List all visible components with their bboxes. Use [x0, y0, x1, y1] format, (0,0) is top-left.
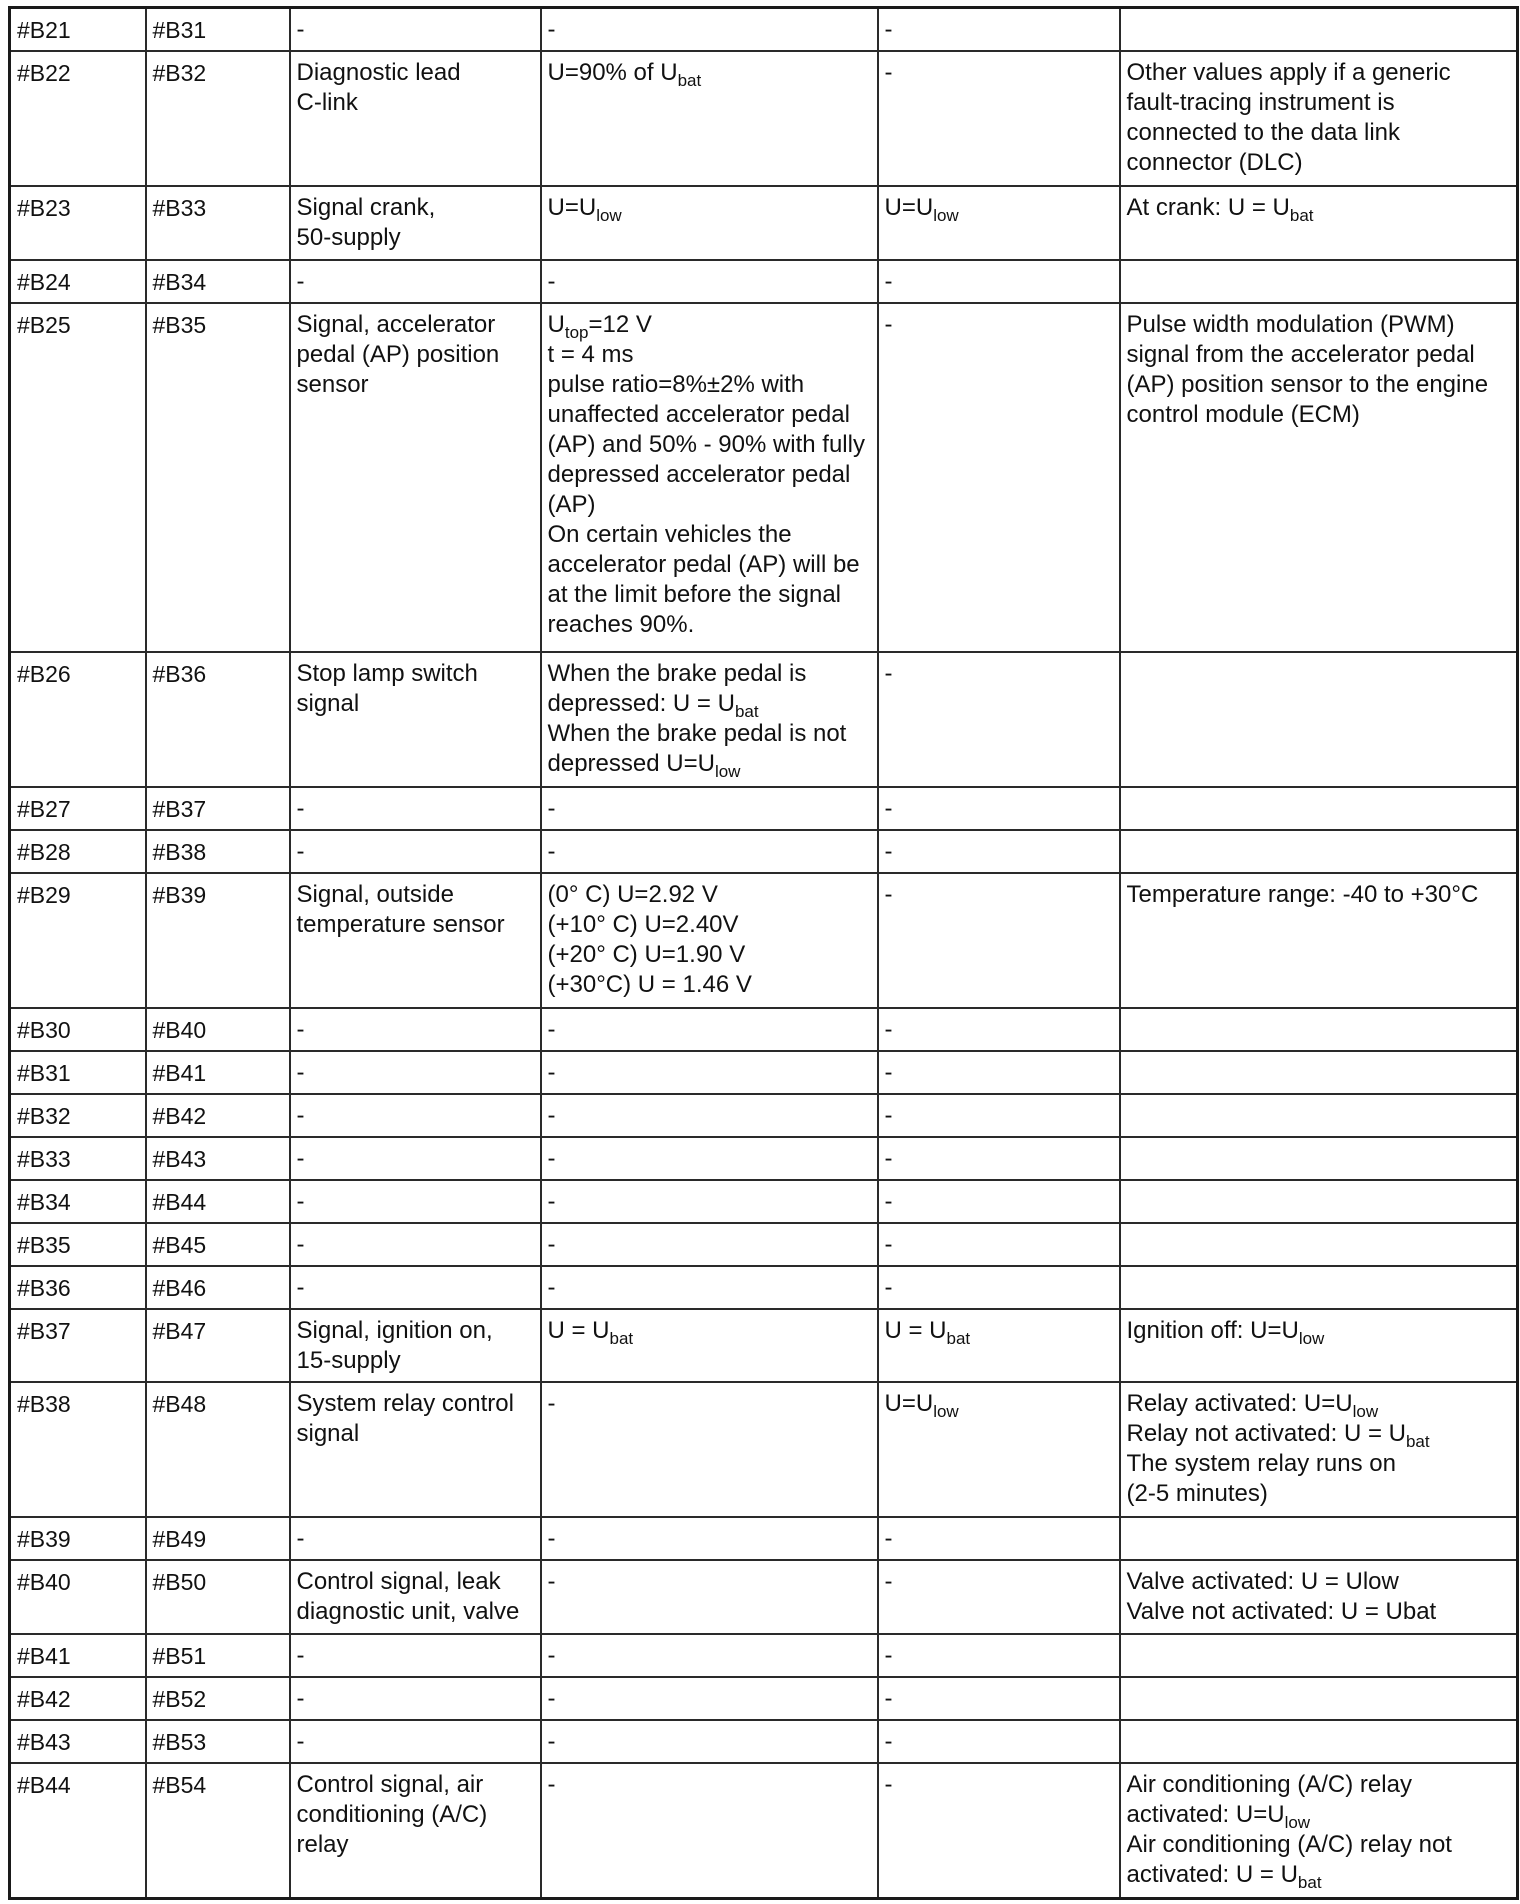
cell-line: - [884, 1273, 893, 1301]
value-condition-2-cell [878, 787, 1120, 830]
pin-a-cell: #B35 [10, 1223, 146, 1266]
pin-a-cell: #B43 [10, 1720, 146, 1763]
value-condition-1-cell [541, 652, 878, 787]
description-cell [290, 873, 541, 1008]
description-cell [290, 1051, 541, 1094]
value-condition-1-cell [541, 1223, 878, 1266]
cell-line-with-subscript [1127, 1830, 1511, 1890]
table-row [10, 1634, 1518, 1677]
table-row [10, 1223, 1518, 1266]
table-row [10, 1763, 1518, 1899]
cell-line: (0° C) U=2.92 V [547, 881, 718, 909]
cell-line: Signal, ignition on, 15-supply [296, 1316, 493, 1374]
pin-b-cell: #B53 [146, 1720, 290, 1763]
cell-line: Signal, outside temperature sensor [296, 881, 505, 939]
cell-line: - [884, 1102, 893, 1130]
note-cell [1120, 260, 1518, 303]
text: U = U [547, 1316, 610, 1344]
cell-line: - [884, 1525, 893, 1553]
cell-line-with-subscript [547, 659, 871, 722]
description-cell [290, 1560, 541, 1634]
cell-line: - [884, 1642, 893, 1670]
cell-line-with-subscript [548, 193, 871, 223]
description-cell [290, 1382, 541, 1517]
pin-a-cell: #B40 [10, 1560, 146, 1634]
text: Ignition off: U=U [1126, 1316, 1299, 1344]
table-row [10, 1008, 1518, 1051]
cell-line: - [884, 16, 893, 43]
value-condition-2-cell [878, 1677, 1120, 1720]
cell-line-with-subscript [548, 310, 871, 340]
subscript: low [933, 205, 959, 225]
value-condition-2-cell [878, 1763, 1120, 1899]
cell-line-with-subscript [1127, 1770, 1511, 1830]
value-condition-2-cell [878, 1137, 1120, 1180]
note-cell [1120, 652, 1518, 787]
pin-b-cell: #B33 [146, 186, 290, 260]
cell-line-with-subscript [1127, 193, 1511, 223]
cell-line: - [296, 1273, 305, 1301]
subscript: bat [1405, 1432, 1430, 1452]
subscript: bat [734, 702, 759, 722]
value-condition-2-cell [878, 830, 1120, 873]
note-cell [1120, 1560, 1518, 1634]
text: U=U [884, 193, 934, 221]
value-condition-2-cell [878, 1223, 1120, 1266]
pin-b-cell: #B37 [146, 787, 290, 830]
value-condition-1-cell [541, 1094, 878, 1137]
cell-line: - [296, 838, 305, 866]
cell-line-with-subscript [548, 1316, 871, 1346]
value-condition-2-cell [878, 1051, 1120, 1094]
cell-line: - [547, 1273, 556, 1301]
cell-line-with-subscript [885, 193, 1113, 223]
value-condition-2-cell [878, 1266, 1120, 1309]
value-condition-1-cell [541, 830, 878, 873]
pin-a-cell: #B29 [10, 873, 146, 1008]
note-cell [1120, 1266, 1518, 1309]
note-cell [1120, 303, 1518, 653]
value-condition-2-cell [878, 186, 1120, 260]
cell-line: Control signal, air conditioning (A/C) relay [296, 1770, 488, 1858]
subscript: bat [946, 1328, 971, 1348]
pin-b-cell: #B32 [146, 51, 290, 186]
pin-b-cell: #B31 [146, 8, 290, 51]
cell-line: - [296, 1727, 305, 1755]
description-cell [290, 1763, 541, 1899]
table-row [10, 1382, 1518, 1517]
value-condition-2-cell [878, 1560, 1120, 1634]
value-condition-2-cell [878, 1634, 1120, 1677]
cell-line: (+20° C) U=1.90 V [547, 941, 746, 969]
table-row [10, 1720, 1518, 1763]
value-condition-1-cell [541, 1266, 878, 1309]
cell-line-with-subscript [1126, 1389, 1511, 1422]
cell-line: Control signal, leak diagnostic unit, valve [296, 1568, 520, 1626]
value-condition-2-cell [878, 1382, 1120, 1517]
subscript: low [1284, 1812, 1311, 1832]
description-cell [290, 8, 541, 51]
cell-line: - [884, 1230, 893, 1258]
description-cell [290, 1720, 541, 1763]
pin-b-cell: #B48 [146, 1382, 290, 1517]
table-row [10, 1517, 1518, 1560]
value-condition-1-cell [541, 260, 878, 303]
text: Air conditioning (A/C) relay not activated: U = U [1126, 1830, 1452, 1888]
pin-b-cell: #B42 [146, 1094, 290, 1137]
value-condition-1-cell [541, 787, 878, 830]
text: Relay activated: U=U [1126, 1390, 1353, 1418]
pin-a-cell: #B32 [10, 1094, 146, 1137]
pin-b-cell: #B40 [146, 1008, 290, 1051]
subscript: low [1298, 1328, 1325, 1348]
pin-b-cell: #B35 [146, 303, 290, 653]
cell-line: - [547, 1145, 556, 1173]
pin-a-cell: #B23 [10, 186, 146, 260]
cell-line: - [547, 1684, 556, 1712]
cell-line: - [547, 1059, 556, 1087]
pin-b-cell: #B50 [146, 1560, 290, 1634]
note-cell [1120, 51, 1518, 186]
table-row [10, 1309, 1518, 1383]
cell-line: - [547, 1102, 556, 1130]
value-condition-2-cell [878, 652, 1120, 787]
value-condition-1-cell [541, 1560, 878, 1634]
description-cell [290, 787, 541, 830]
table-row [10, 1051, 1518, 1094]
text: Air conditioning (A/C) relay activated: U=U [1126, 1770, 1412, 1828]
pin-a-cell: #B42 [10, 1677, 146, 1720]
cell-line-with-subscript [1127, 1316, 1511, 1346]
value-condition-2-cell [878, 51, 1120, 186]
pin-a-cell: #B37 [10, 1309, 146, 1383]
value-condition-1-cell [541, 1677, 878, 1720]
description-cell [290, 1180, 541, 1223]
pin-a-cell: #B38 [10, 1382, 146, 1517]
note-cell [1120, 1180, 1518, 1223]
table-row [10, 303, 1518, 653]
cell-line: - [884, 58, 893, 86]
pin-a-cell: #B31 [10, 1051, 146, 1094]
cell-line: - [547, 16, 556, 43]
pin-a-cell: #B28 [10, 830, 146, 873]
note-cell [1120, 1720, 1518, 1763]
pin-b-cell: #B51 [146, 1634, 290, 1677]
pin-a-cell: #B26 [10, 652, 146, 787]
note-cell [1120, 873, 1518, 1008]
description-cell [290, 1309, 541, 1383]
pin-a-cell: #B27 [10, 787, 146, 830]
value-condition-1-cell [541, 1634, 878, 1677]
pin-b-cell: #B43 [146, 1137, 290, 1180]
cell-line: - [296, 16, 305, 43]
text: U=90% of U [547, 58, 678, 86]
cell-line: - [884, 1727, 893, 1755]
cell-line: - [547, 1525, 556, 1553]
pin-a-cell: #B34 [10, 1180, 146, 1223]
note-cell [1120, 1382, 1518, 1517]
cell-line: (+30°C) U = 1.46 V [547, 971, 752, 999]
description-cell [290, 186, 541, 260]
cell-line: Temperature range: -40 to +30°C [1126, 881, 1479, 909]
text: When the brake pedal is depressed: U = U [547, 660, 807, 718]
cell-line-with-subscript [548, 58, 871, 88]
pin-b-cell: #B44 [146, 1180, 290, 1223]
description-cell [290, 1517, 541, 1560]
cell-line-with-subscript [1126, 1419, 1511, 1452]
value-condition-1-cell [541, 873, 878, 1008]
pin-b-cell: #B47 [146, 1309, 290, 1383]
description-cell [290, 260, 541, 303]
cell-line: System relay control signal [296, 1390, 514, 1448]
text: U=U [884, 1390, 934, 1418]
cell-line: The system relay runs on (2-5 minutes) [1126, 1450, 1396, 1508]
cell-line: - [547, 795, 556, 823]
description-cell [290, 1223, 541, 1266]
description-cell [290, 1266, 541, 1309]
pin-a-cell: #B25 [10, 303, 146, 653]
note-cell [1120, 1094, 1518, 1137]
cell-line: - [884, 881, 893, 909]
cell-line: - [296, 1016, 305, 1044]
cell-line: - [884, 1684, 893, 1712]
cell-line: - [296, 1525, 305, 1553]
value-condition-2-cell [878, 8, 1120, 51]
pin-a-cell: #B22 [10, 51, 146, 186]
table-row [10, 1180, 1518, 1223]
description-cell [290, 303, 541, 653]
pin-b-cell: #B34 [146, 260, 290, 303]
note-cell [1120, 787, 1518, 830]
cell-line: - [884, 1059, 893, 1087]
table-row [10, 830, 1518, 873]
subscript: low [714, 762, 741, 782]
table-row [10, 787, 1518, 830]
value-condition-2-cell [878, 1309, 1120, 1383]
description-cell [290, 830, 541, 873]
cell-line: - [884, 310, 893, 338]
text: U=U [547, 193, 597, 221]
text: At crank: U = U [1126, 193, 1290, 221]
cell-line: t = 4 ms [547, 340, 634, 368]
subscript: bat [677, 70, 702, 90]
note-cell [1120, 1763, 1518, 1899]
cell-line: - [884, 1187, 893, 1215]
pin-signal-table [8, 6, 1519, 1900]
cell-line: pulse ratio=8%±2% with unaffected accelerator pedal (AP) and 50% - 90% with fully depressed accelerator pedal (AP) [547, 370, 865, 518]
cell-line: - [884, 660, 893, 688]
pin-a-cell: #B33 [10, 1137, 146, 1180]
cell-line: - [547, 838, 556, 866]
cell-line: - [884, 1770, 893, 1798]
cell-line: (+10° C) U=2.40V [547, 911, 739, 939]
subscript: low [933, 1402, 959, 1422]
subscript: bat [1289, 205, 1314, 225]
subscript: bat [609, 1328, 634, 1348]
note-cell [1120, 1137, 1518, 1180]
cell-line: - [547, 1642, 556, 1670]
table-row [10, 8, 1518, 51]
value-condition-1-cell [541, 1137, 878, 1180]
pin-b-cell: #B54 [146, 1763, 290, 1899]
table-row [10, 1094, 1518, 1137]
cell-line: - [884, 1568, 893, 1596]
value-condition-2-cell [878, 1094, 1120, 1137]
text: U = U [884, 1316, 947, 1344]
pin-b-cell: #B39 [146, 873, 290, 1008]
value-condition-1-cell [541, 51, 878, 186]
cell-line: - [296, 1145, 305, 1173]
note-cell [1120, 1634, 1518, 1677]
pin-a-cell: #B30 [10, 1008, 146, 1051]
pin-a-cell: #B36 [10, 1266, 146, 1309]
note-cell [1120, 1008, 1518, 1051]
value-condition-2-cell [878, 873, 1120, 1008]
cell-line: Stop lamp switch signal [296, 660, 478, 718]
pin-a-cell: #B39 [10, 1517, 146, 1560]
subscript: low [596, 205, 622, 225]
value-condition-2-cell [878, 1720, 1120, 1763]
cell-line: - [296, 1102, 305, 1130]
value-condition-2-cell [878, 303, 1120, 653]
value-condition-1-cell [541, 1309, 878, 1383]
subscript: top [564, 322, 589, 342]
value-condition-1-cell [541, 303, 878, 653]
value-condition-2-cell [878, 1008, 1120, 1051]
cell-line: On certain vehicles the accelerator pedal (AP) will be at the limit before the signal reaches 90%. [547, 520, 860, 638]
pin-b-cell: #B36 [146, 652, 290, 787]
cell-line: - [884, 838, 893, 866]
cell-line: - [296, 1642, 305, 1670]
cell-line: - [547, 1230, 556, 1258]
pin-a-cell: #B24 [10, 260, 146, 303]
pin-a-cell: #B21 [10, 8, 146, 51]
cell-line: - [547, 1187, 556, 1215]
cell-line: - [296, 795, 305, 823]
cell-line: Diagnostic lead C-link [296, 58, 461, 116]
cell-line: Valve activated: U = Ulow Valve not activated: U = Ubat [1126, 1568, 1437, 1626]
cell-line: - [884, 795, 893, 823]
cell-line: - [296, 1230, 305, 1258]
cell-line: - [547, 1727, 556, 1755]
note-cell [1120, 8, 1518, 51]
note-cell [1120, 186, 1518, 260]
table-row [10, 1677, 1518, 1720]
cell-line: - [884, 1145, 893, 1173]
text: U [547, 310, 565, 338]
value-condition-2-cell [878, 1180, 1120, 1223]
table-row [10, 1137, 1518, 1180]
subscript: bat [1297, 1872, 1322, 1892]
text: =12 V [588, 310, 652, 338]
text: Relay not activated: U = U [1126, 1420, 1406, 1448]
table-row [10, 51, 1518, 186]
note-cell [1120, 1223, 1518, 1266]
cell-line: - [547, 267, 556, 295]
cell-line: - [884, 1016, 893, 1044]
table-row [10, 1266, 1518, 1309]
cell-line: Pulse width modulation (PWM) signal from the accelerator pedal (AP) position sensor to the engine control module (ECM) [1126, 310, 1489, 428]
cell-line: Other values apply if a generic fault-tracing instrument is connected to the data link connector (DLC) [1126, 58, 1451, 176]
value-condition-1-cell [541, 186, 878, 260]
description-cell [290, 1008, 541, 1051]
cell-line: - [296, 1059, 305, 1087]
table-row [10, 260, 1518, 303]
pin-b-cell: #B41 [146, 1051, 290, 1094]
note-cell [1120, 1309, 1518, 1383]
description-cell [290, 51, 541, 186]
cell-line: Signal, accelerator pedal (AP) position sensor [296, 310, 500, 398]
pin-b-cell: #B46 [146, 1266, 290, 1309]
table-body [10, 8, 1518, 1899]
description-cell [290, 1677, 541, 1720]
table-row [10, 873, 1518, 1008]
table-row [10, 652, 1518, 787]
text: When the brake pedal is not depressed U=U [547, 720, 847, 778]
note-cell [1120, 1051, 1518, 1094]
note-cell [1120, 1677, 1518, 1720]
value-condition-1-cell [541, 1517, 878, 1560]
value-condition-1-cell [541, 1382, 878, 1517]
description-cell [290, 1634, 541, 1677]
note-cell [1120, 1517, 1518, 1560]
pin-a-cell: #B44 [10, 1763, 146, 1899]
value-condition-1-cell [541, 1763, 878, 1899]
cell-line: - [296, 1187, 305, 1215]
value-condition-1-cell [541, 1720, 878, 1763]
table-row [10, 1560, 1518, 1634]
pin-b-cell: #B38 [146, 830, 290, 873]
cell-line: - [884, 267, 893, 295]
value-condition-1-cell [541, 8, 878, 51]
description-cell [290, 652, 541, 787]
table-row [10, 186, 1518, 260]
pin-a-cell: #B41 [10, 1634, 146, 1677]
pin-b-cell: #B45 [146, 1223, 290, 1266]
cell-line-with-subscript [885, 1316, 1113, 1346]
cell-line: - [296, 1684, 305, 1712]
subscript: low [1352, 1402, 1379, 1422]
cell-line: Signal crank, 50-supply [296, 193, 436, 251]
cell-line: - [547, 1390, 556, 1418]
cell-line-with-subscript [547, 719, 871, 782]
cell-line: - [296, 267, 305, 295]
value-condition-1-cell [541, 1051, 878, 1094]
cell-line: - [547, 1016, 556, 1044]
value-condition-1-cell [541, 1180, 878, 1223]
value-condition-2-cell [878, 260, 1120, 303]
pin-b-cell: #B49 [146, 1517, 290, 1560]
value-condition-1-cell [541, 1008, 878, 1051]
description-cell [290, 1137, 541, 1180]
description-cell [290, 1094, 541, 1137]
value-condition-2-cell [878, 1517, 1120, 1560]
cell-line: - [547, 1770, 556, 1798]
pin-b-cell: #B52 [146, 1677, 290, 1720]
cell-line: - [547, 1568, 556, 1596]
cell-line-with-subscript [884, 1389, 1113, 1422]
note-cell [1120, 830, 1518, 873]
